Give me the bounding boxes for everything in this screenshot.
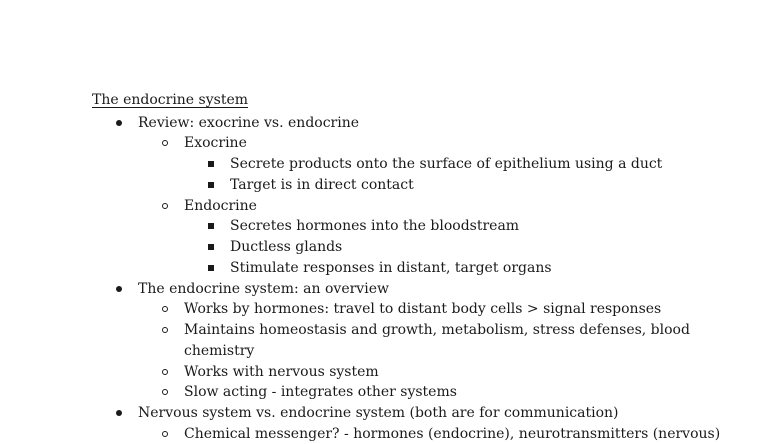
- bullet-square-icon: [208, 265, 214, 271]
- bullet-circle-icon: [162, 431, 168, 437]
- bullet-square-icon: [208, 223, 214, 229]
- outline-line-1: [138, 113, 359, 133]
- bullet-circle-icon: [162, 327, 168, 333]
- bullet-circle-icon: [162, 389, 168, 395]
- outline-text: chemistry: [184, 343, 255, 359]
- outline-line-7: [230, 237, 342, 257]
- bullet-square-icon: [208, 161, 214, 167]
- outline-line-2: [184, 133, 247, 153]
- bullet-square-icon: [208, 244, 214, 250]
- bullet-circle-icon: [162, 140, 168, 146]
- outline-line-3: [230, 154, 662, 174]
- bullet-disc-icon: [116, 286, 122, 292]
- outline-line-6: [230, 216, 519, 236]
- outline-line-14: [184, 382, 457, 402]
- outline-line-4: [230, 175, 414, 195]
- outline-line-11: [184, 320, 690, 340]
- outline-text: Secrete products onto the surface of epithelium using a duct: [230, 156, 663, 172]
- outline-text: Target is in direct contact: [230, 177, 414, 193]
- outline-text: Chemical messenger? - hormones (endocrine), neurotransmitters (nervous): [184, 426, 721, 442]
- outline-text: Nervous system vs. endocrine system (both are for communication): [138, 405, 619, 421]
- outline-text: Ductless glands: [230, 239, 343, 255]
- bullet-circle-icon: [162, 306, 168, 312]
- outline-text: Exocrine: [184, 135, 247, 151]
- outline-text: Secretes hormones into the bloodstream: [230, 218, 520, 234]
- outline-line-13: [184, 362, 379, 382]
- bullet-disc-icon: [116, 410, 122, 416]
- outline-text: Slow acting - integrates other systems: [184, 384, 457, 400]
- outline-text: Works with nervous system: [184, 364, 379, 380]
- outline-text: Works by hormones: travel to distant body cells > signal responses: [184, 301, 662, 317]
- outline-text: Stimulate responses in distant, target organs: [230, 260, 552, 276]
- outline-line-8: [230, 258, 552, 278]
- bullet-square-icon: [208, 182, 214, 188]
- outline-text: Maintains homeostasis and growth, metabolism, stress defenses, blood: [184, 322, 690, 338]
- bullet-circle-icon: [162, 369, 168, 375]
- outline-line-16: [184, 424, 720, 444]
- bullet-disc-icon: [116, 120, 122, 126]
- outline-line-15: [138, 403, 619, 423]
- outline-line-12-continuation: [184, 341, 254, 361]
- document-title: The endocrine system: [92, 92, 249, 108]
- outline-text: Endocrine: [184, 198, 257, 214]
- outline-line-10: [184, 299, 661, 319]
- outline-text: Review: exocrine vs. endocrine: [138, 115, 360, 131]
- outline-line-9: [138, 279, 389, 299]
- outline-text: The endocrine system: an overview: [138, 281, 389, 297]
- bullet-circle-icon: [162, 203, 168, 209]
- outline-line-5: [184, 196, 257, 216]
